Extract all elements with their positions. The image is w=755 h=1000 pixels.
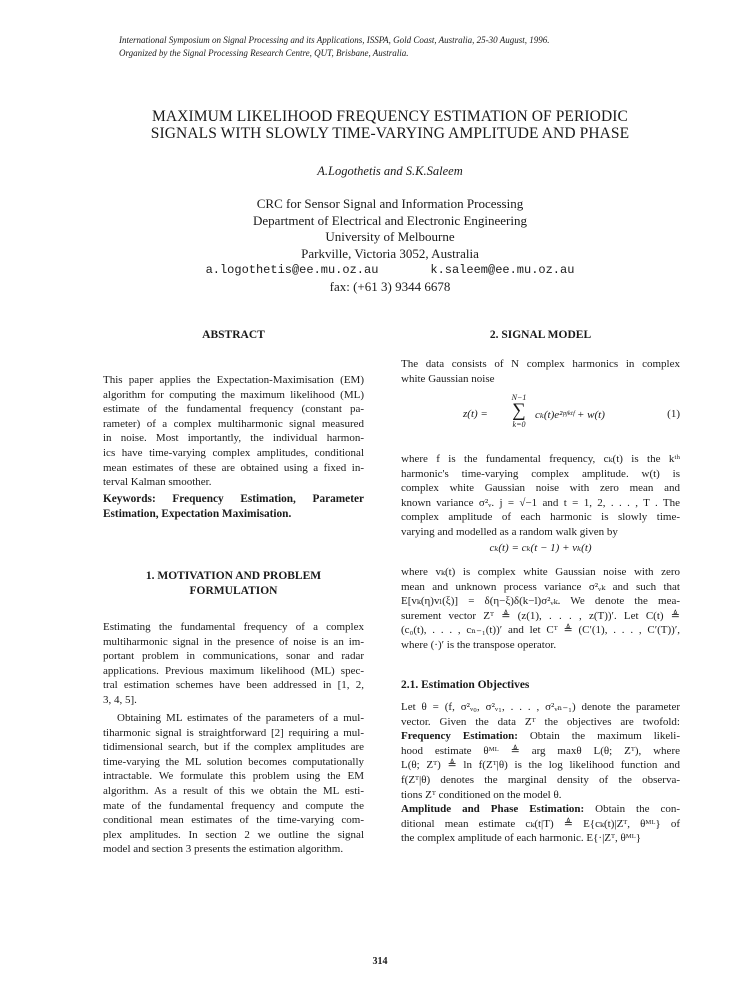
text-line: known variance σ²ᵥ. j = √−1 and t = 1, 2, . . . , T . The: [401, 496, 680, 509]
text-line: Keywords: Frequency Estimation, Parameter: [103, 493, 364, 505]
text-line: Estimation, Expectation Maximisation.: [103, 507, 292, 520]
affiliation: [60, 196, 720, 296]
text-line: applications. Previous maximum likelihood (ML) spec-: [103, 664, 364, 677]
affiliation-line-1: CRC for Sensor Signal and Information Processing: [256, 196, 524, 211]
text-line: This paper applies the Expectation-Maximisation (EM): [103, 374, 364, 386]
text-line: harmonic's time-varying complex amplitude. w(t) is: [401, 467, 680, 480]
text-line: E[vₖ(η)vₗ(ξ)] = δ(η−ξ)δ(k−l)σ²ᵥₖ. We denote the mea-: [401, 595, 680, 608]
text-line: terval Kalman smoother.: [103, 476, 212, 489]
eq1-number: (1): [667, 408, 680, 420]
text-line: white Gaussian noise: [401, 372, 495, 385]
eq1-rhs: cₖ(t)e²ᵖʲᵏᵗᶠ + w(t): [535, 409, 605, 421]
run-in-heading: Amplitude and Phase Estimation:: [401, 803, 585, 816]
text-line: model and section 3 presents the estimation algorithm.: [103, 843, 344, 856]
text-line: where (·)′ is the transpose operator.: [401, 638, 557, 651]
eq1-sum: [507, 393, 531, 429]
title-line-1: MAXIMUM LIKELIHOOD FREQUENCY ESTIMATION OF PERIODIC: [152, 108, 628, 125]
text-line: intractable. We formulate this problem using the EM: [103, 770, 364, 783]
text-line: tions Zᵀ conditioned on the model θ.: [401, 788, 562, 801]
text-line: mate of the fundamental frequency and compute the: [103, 799, 364, 812]
text-line: the complex amplitude of each harmonic. E{·|Zᵀ, θᴹᴸ}: [401, 832, 642, 845]
section-2-paragraph-3: [401, 565, 680, 653]
section-2-paragraph-2: [401, 452, 680, 540]
text-line: mean estimates of these are obtained using a fixed in-: [103, 461, 364, 474]
page-number: 314: [372, 956, 388, 967]
text-line: Let θ = (f, σ²ᵥ₀, σ²ᵥ₁, . . . , σ²ᵥₙ₋₁) denote the parameter: [401, 701, 680, 713]
text-line: conditional mean estimates of the time-varying com-: [103, 814, 364, 827]
text-line: where vₖ(t) is complex white Gaussian noise with zero: [401, 566, 680, 578]
text-line: f(Zᵀ|θ) denotes the marginal density of the observa-: [401, 773, 680, 786]
header-line-2: Organized by the Signal Processing Research Centre, QUT, Brisbane, Australia.: [119, 48, 409, 58]
section-2-1-heading: 2.1. Estimation Objectives: [401, 679, 530, 691]
text-line: tral estimation schemes have been addressed in [1, 2,: [103, 679, 364, 692]
text-line: 3, 4, 5].: [103, 693, 137, 706]
affiliation-line-3: University of Melbourne: [325, 229, 455, 245]
email-2: k.saleem@ee.mu.oz.au: [430, 263, 575, 278]
emails: [60, 262, 720, 279]
section-1-heading: [103, 569, 364, 599]
keywords: [103, 492, 364, 521]
affiliation-line-2: Department of Electrical and Electronic Engineering: [253, 212, 527, 228]
title-line-2: SIGNALS WITH SLOWLY TIME-VARYING AMPLITUDE AND PHASE: [150, 125, 630, 142]
conference-header: [119, 34, 689, 60]
abstract-heading: ABSTRACT: [202, 329, 265, 341]
section-2-paragraph-1: [401, 357, 680, 386]
text-line: L(θ; Zᵀ) ≜ ln f(Zᵀ|θ) is the log likelihood function and: [401, 759, 680, 772]
text-line: ics have time-varying complex amplitudes, conditional: [103, 446, 364, 459]
text-line: Obtaining ML estimates of the parameters of a mul-: [117, 712, 364, 724]
text-line: varying and modelled as a random walk given by: [401, 525, 618, 538]
text-line: algorithm for computing the maximum likelihood (ML): [103, 388, 364, 401]
text-line: vector. Given the data Zᵀ the objectives are twofold:: [401, 715, 680, 728]
text-line: hood estimate θᴹᴸ ≜ arg maxθ L(θ; Zᵀ), where: [401, 744, 680, 757]
text-line: ditional mean estimate cₖ(t|T) ≜ E{cₖ(t)|Zᵀ, θᴹᴸ} of: [401, 817, 680, 830]
text-line: Amplitude and Phase Estimation: Obtain the con-: [401, 803, 680, 816]
fax: fax: (+61 3) 9344 6678: [329, 278, 451, 294]
text-line: portant problem in communications, sonar and radar: [103, 650, 364, 663]
equation-2: cₖ(t) = cₖ(t − 1) + vₖ(t): [489, 542, 592, 554]
text-line: surement vector Zᵀ ≜ (z(1), . . . , z(T))′. Let C(t) ≜: [401, 609, 680, 622]
eq1-sum-bottom: k=0: [512, 420, 526, 429]
text-line: (c₀(t), . . . , cₙ₋₁(t))′ and let Cᵀ ≜ (C′(1), . . . , C′(T))′,: [401, 624, 680, 637]
text-line: Estimating the fundamental frequency of a complex: [103, 621, 364, 633]
text-line: tiharmonic signal is straightforward [2] requiring a mul-: [103, 726, 364, 739]
text-line: Frequency Estimation: Obtain the maximum likeli-: [401, 730, 680, 743]
sigma-icon: ∑: [512, 400, 526, 421]
paper-title: [60, 108, 720, 142]
text-line: complex amplitude of each harmonic is slowly time-: [401, 511, 680, 524]
text-line: tidimensional search, but if the complex amplitudes are: [103, 741, 364, 754]
abstract-body: [103, 373, 364, 490]
eq1-lhs: z(t) =: [463, 408, 488, 420]
text-line: estimate of the fundamental frequency (constant pa-: [103, 403, 364, 416]
section-1-paragraph-1: [103, 620, 364, 708]
text-line: mean and unknown process variance σ²ᵥₖ and such that: [401, 580, 680, 593]
text-line: plex amplitudes. In section 2 we outline the signal: [103, 828, 364, 841]
section-2-1-body: [401, 700, 680, 846]
text-line: algorithm. As a result of this we obtain the ML esti-: [103, 784, 364, 797]
run-in-heading: Frequency Estimation:: [401, 730, 518, 743]
text-line: rameter) of a complex multiharmonic signal measured: [103, 417, 364, 430]
affiliation-line-4: Parkville, Victoria 3052, Australia: [301, 245, 479, 261]
text-line: time-varying the ML solution becomes computationally: [103, 755, 364, 768]
text-line: where f is the fundamental frequency, cₖ(t) is the kᵗʰ: [401, 453, 680, 465]
authors: A.Logothetis and S.K.Saleem: [317, 164, 463, 178]
text-line: complex white Gaussian noise with zero mean and: [401, 482, 680, 495]
section-1-paragraph-2: [103, 711, 364, 857]
text-line: multiharmonic signal in the presence of noise is an im-: [103, 635, 364, 648]
section-2-heading: 2. SIGNAL MODEL: [489, 329, 592, 341]
equation-1: [401, 393, 680, 439]
section-1-heading-line-1: 1. MOTIVATION AND PROBLEM: [145, 570, 322, 582]
eq1-sum-top: N−1: [511, 393, 527, 402]
email-1: a.logothetis@ee.mu.oz.au: [205, 263, 379, 278]
header-line-1: International Symposium on Signal Processing and its Applications, ISSPA, Gold Coast, Australia, 25-30 August, 1996.: [119, 35, 550, 45]
text-line: The data consists of N complex harmonics in complex: [401, 358, 680, 370]
section-1-heading-line-2: FORMULATION: [189, 585, 278, 597]
text-line: in noise. Most importantly, the individual harmon-: [103, 432, 364, 445]
